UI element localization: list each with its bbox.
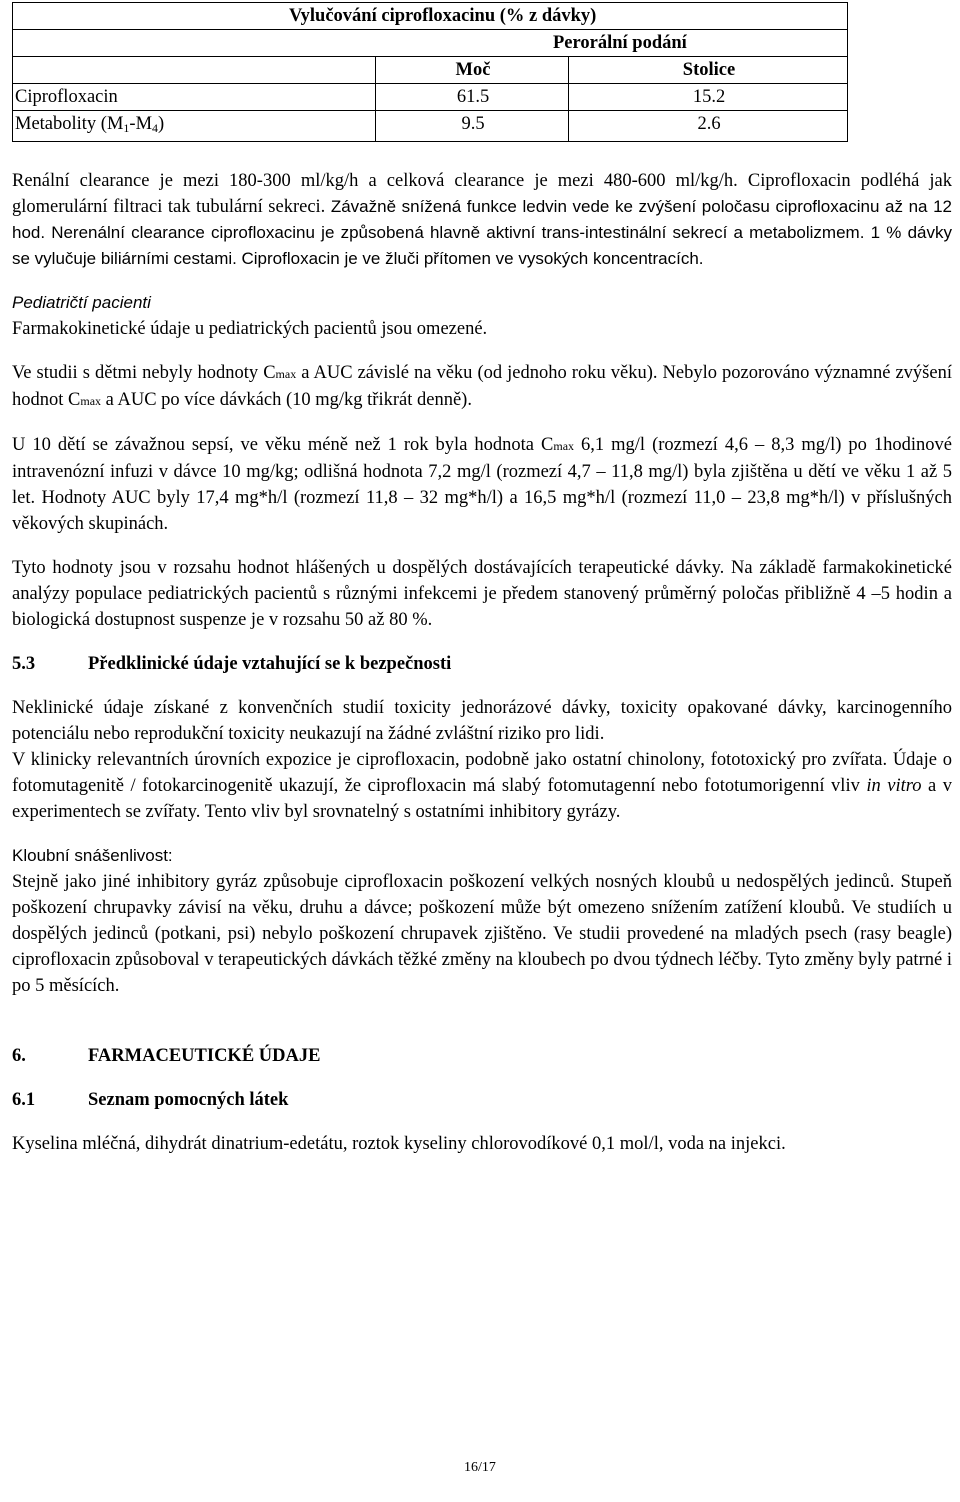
cell-urine: 61.5 (376, 84, 569, 111)
pediatric-sepsis-paragraph: U 10 dětí se závažnou sepsí, ve věku méně než 1 rok byla hodnota Cmax 6,1 mg/l (rozmezí 4,6 – 8,3 mg/l) po 1hodinové intravenózní infuzi v dávce 10 mg/kg; odlišná hodnota 7,2 mg/l (rozmezí 4,7 – 11,8 mg/l) byla zjištěna u dětí ve věku 1 až 5 let. Hodnoty AUC byly 17,4 mg*h/l (rozmezí 11,8 – 32 mg*h/l) a 16,5 mg*h/l (rozmezí 11,0 – 23,8 mg*h/l) v příslušných věkových skupinách. (12, 435, 952, 534)
pediatric-heading: Pediatričtí pacienti (12, 293, 151, 312)
preclinical-paragraph-2: V klinicky relevantních úrovních expozice je ciprofloxacin, podobně jako ostatní chinolony, fototoxický pro zvířata. Údaje o fotomutagenitě / fotokarcinogenitě ukazují, že ciprofloxacin má slabý fotomutagenní nebo fototumorigenní vliv in vitro a v experimentech se zvířaty. Tento vliv byl srovnatelný s ostatními inhibitory gyrázy. (12, 750, 952, 822)
column-header-urine: Moč (376, 57, 569, 84)
table-title: Vylučování ciprofloxacinu (% z dávky) (13, 3, 848, 30)
excipients-paragraph: Kyselina mléčná, dihydrát dinatrium-edetátu, roztok kyseliny chlorovodíkové 0,1 mol/l, voda na injekci. (12, 1134, 786, 1154)
cell-stool: 2.6 (569, 111, 848, 142)
table-subtitle: Perorální podání (13, 30, 848, 57)
document-page (12, 0, 952, 1157)
table-row (13, 84, 848, 111)
column-header-stool: Stolice (569, 57, 848, 84)
table-row (13, 111, 848, 142)
section-5-3-heading: 5.3 Předklinické údaje vztahující se k bezpečnosti (12, 654, 452, 674)
joint-tolerance-paragraph: Stejně jako jiné inhibitory gyráz způsobuje ciprofloxacin poškození velkých nosných kloubů u nedospělých jedinců. Stupeň poškození chrupavky závisí na věku, druhu a dávce; poškození může být omezeno snížením zatížení kloubů. Ve studiích u dospělých jedinců (potkani, psi) nebylo poškození chrupavek zjištěno. Ve studii provedené na mladých psech (rasy beagle) ciprofloxacin způsoboval v terapeutických dávkách těžké změny na kloubech po dvou týdnech léčby. Tyto změny byly patrné i po 5 měsících. (12, 872, 952, 996)
pediatric-summary-paragraph: Tyto hodnoty jsou v rozsahu hodnot hlášených u dospělých dostávajících terapeutické dávky. Na základě farmakokinetické analýzy populace pediatrických pacientů s různými infekcemi je předem stanovený průměrný poločas přibližně 4 –5 hodin a biologická dostupnost suspenze je v rozsahu 50 až 80 %. (12, 558, 952, 630)
excretion-table (12, 2, 848, 142)
cell-stool: 15.2 (569, 84, 848, 111)
clearance-paragraph: Renální clearance je mezi 180-300 ml/kg/h a celková clearance je mezi 480-600 ml/kg/h. Ciprofloxacin podléhá jak glomerulární filtraci tak tubulární sekreci. Závažně snížená funkce ledvin vede ke zvýšení poločasu ciprofloxacinu až na 12 hod. Nerenální clearance ciprofloxacinu je způsobená hlavně aktivní trans-intestinální sekrecí a metabolizmem. 1 % dávky se vylučuje biliárními cestami. Ciprofloxacin je ve žluči přítomen ve vysokých koncentracích. (12, 171, 953, 268)
cell-urine: 9.5 (376, 111, 569, 142)
row-label: Ciprofloxacin (13, 84, 376, 111)
pediatric-cmax-paragraph: Ve studii s dětmi nebyly hodnoty Cmax a AUC závislé na věku (od jednoho roku věku). Nebylo pozorováno významné zvýšení hodnot Cmax a AUC po více dávkách (10 mg/kg třikrát denně). (12, 363, 952, 410)
section-6-1-heading: 6.1 Seznam pomocných látek (12, 1090, 289, 1110)
page-number: 16/17 (464, 1460, 496, 1475)
section-6-heading: 6. FARMACEUTICKÉ ÚDAJE (12, 1046, 321, 1066)
pediatric-intro: Farmakokinetické údaje u pediatrických pacientů jsou omezené. (12, 319, 488, 339)
row-label: Metabolity $(M_1-M_4)$ (13, 111, 376, 142)
joint-tolerance-heading: Kloubní snášenlivost: (12, 846, 173, 865)
preclinical-paragraph-1: Neklinické údaje získané z konvenčních studií toxicity jednorázové dávky, toxicity opakované dávky, karcinogenního potenciálu nebo reprodukční toxicity neukazují na žádné zvláštní riziko pro lidi. (12, 698, 952, 744)
